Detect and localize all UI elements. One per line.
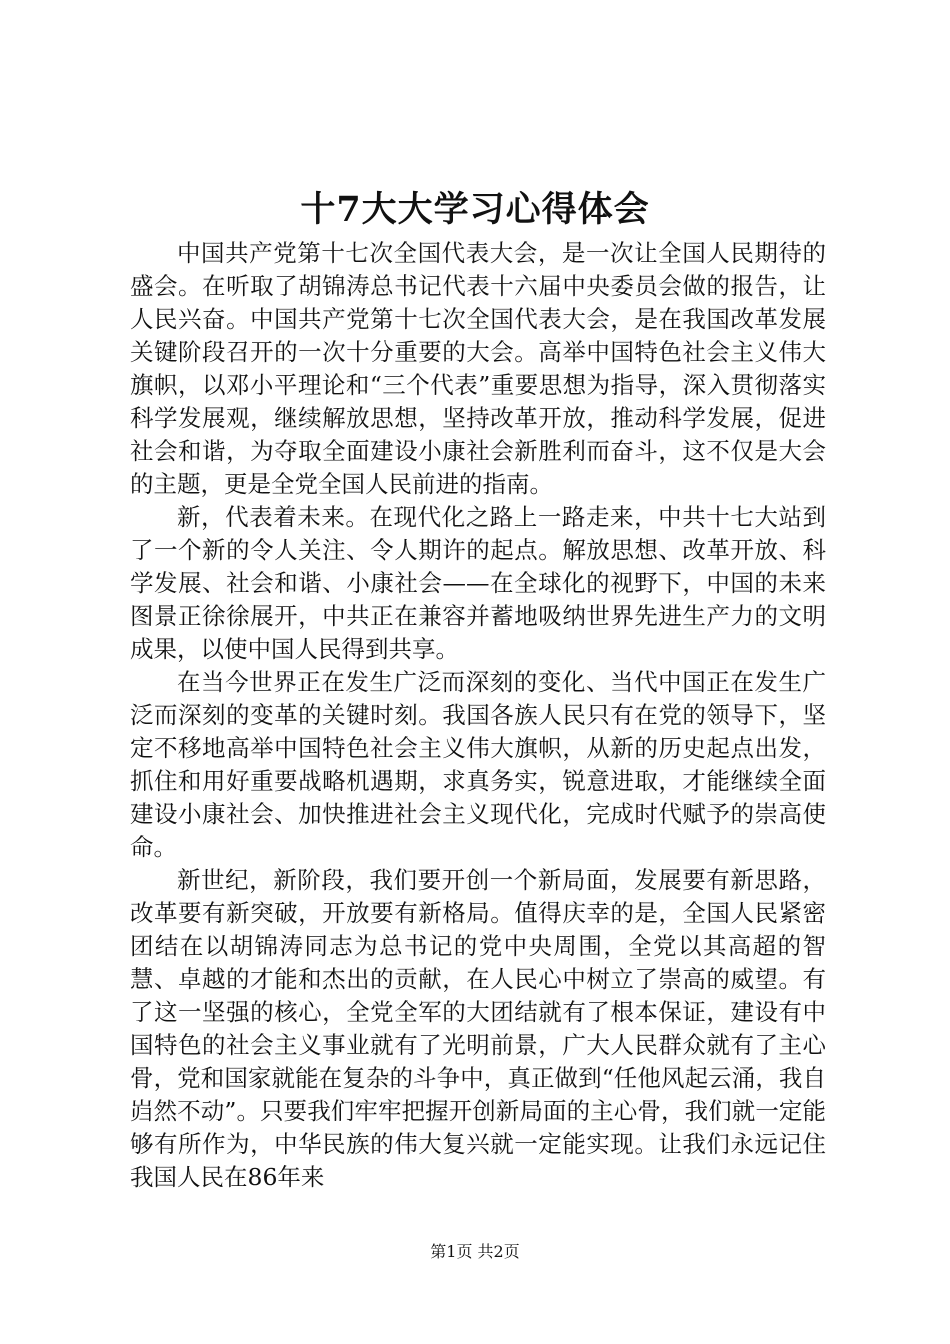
paragraph-1: 中国共产党第十七次全国代表大会，是一次让全国人民期待的盛会。在听取了胡锦涛总书记代表十六届中央委员会做的报告，让人民兴奋。中国共产党第十七次全国代表大会，是在我国改革发展关键阶段召开的一次十分重要的大会。高举中国特色社会主义伟大旗帜，以邓小平理论和“三个代表”重要思想为指导，深入贯彻落实科学发展观，继续解放思想，坚持改革开放，推动科学发展，促进社会和谐，为夺取全面建设小康社会新胜利而奋斗，这不仅是大会的主题，更是全党全国人民前进的指南。: [130, 239, 826, 498]
paragraph-4: 新世纪，新阶段，我们要开创一个新局面，发展要有新思路，改革要有新突破，开放要有新格局。值得庆幸的是，全国人民紧密团结在以胡锦涛同志为总书记的党中央周围，全党以其高超的智慧、卓越的才能和杰出的贡献，在人民心中树立了崇高的威望。有了这一坚强的核心，全党全军的大团结就有了根本保证，建设有中国特色的社会主义事业就有了光明前景，广大人民群众就有了主心骨，党和国家就能在复杂的斗争中，真正做到“任他风起云涌，我自岿然不动”。只要我们牢牢把握开创新局面的主心骨，我们就一定能够有所作为，中华民族的伟大复兴就一定能实现。让我们永远记住我国人民在86年来: [130, 866, 826, 1191]
page-footer: 第1页 共2页: [430, 1242, 520, 1261]
paragraph-2: 新，代表着未来。在现代化之路上一路走来，中共十七大站到了一个新的令人关注、令人期许的起点。解放思想、改革开放、科学发展、社会和谐、小康社会——在全球化的视野下，中国的未来图景正徐徐展开，中共正在兼容并蓄地吸纳世界先进生产力的文明成果，以使中国人民得到共享。: [130, 503, 826, 663]
paragraph-3: 在当今世界正在发生广泛而深刻的变化、当代中国正在发生广泛而深刻的变革的关键时刻。我国各族人民只有在党的领导下，坚定不移地高举中国特色社会主义伟大旗帜，从新的历史起点出发，抓住和用好重要战略机遇期，求真务实，锐意进取，才能继续全面建设小康社会、加快推进社会主义现代化，完成时代赋予的崇高使命。: [130, 668, 826, 861]
document-title: 十7大大学习心得体会: [300, 189, 650, 230]
document-body: [130, 237, 826, 1194]
